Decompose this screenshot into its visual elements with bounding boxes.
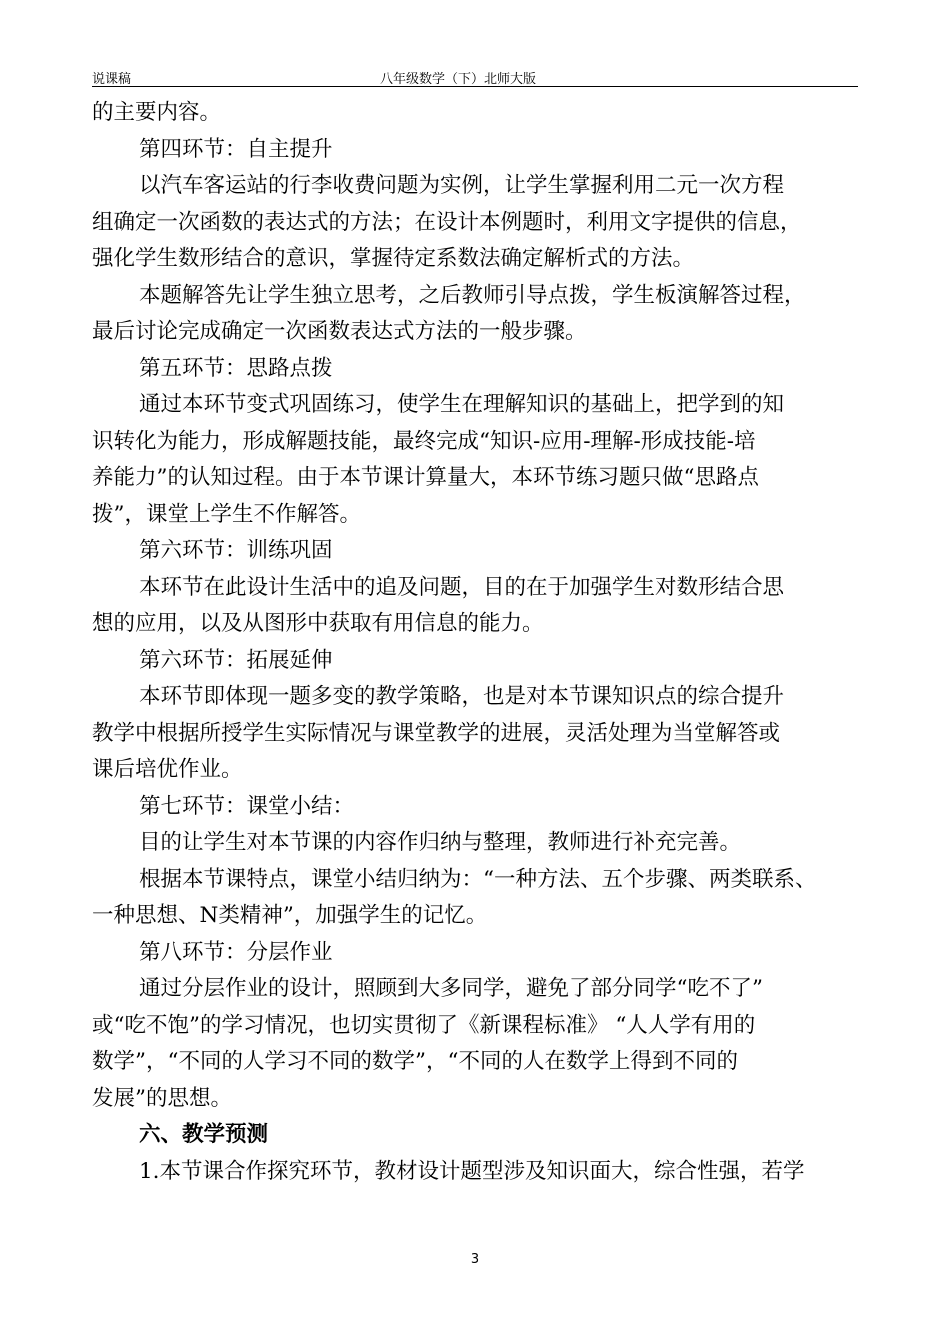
section-heading: 六、教学预测 [139, 1122, 269, 1147]
paragraph-line: 数学”，“不同的人学习不同的数学”，“不同的人在数学上得到不同的 [92, 1049, 738, 1074]
page-header [92, 68, 858, 86]
paragraph-line: 课后培优作业。 [92, 757, 243, 782]
paragraph-line: 组确定一次函数的表达式的方法；在设计本例题时，利用文字提供的信息， [92, 209, 802, 235]
paragraph-line: 通过本环节变式巩固练习，使学生在理解知识的基础上，把学到的知 [139, 392, 785, 417]
paragraph-line: 想的应用，以及从图形中获取有用信息的能力。 [92, 611, 544, 636]
paragraph-line: 目的让学生对本节课的内容作归纳与整理，教师进行补充完善。 [139, 830, 742, 855]
paragraph-line: 第五环节：思路点拨 [139, 355, 333, 381]
paragraph-line: 本题解答先让学生独立思考，之后教师引导点拨，学生板演解答过程， [139, 282, 806, 308]
document-body [92, 95, 858, 1190]
paragraph-line: 第七环节：课堂小结： [139, 793, 355, 819]
page-number: 3 [470, 1252, 480, 1267]
paragraph-line: 强化学生数形结合的意识，掌握待定系数法确定解析式的方法。 [92, 246, 695, 271]
paragraph-line: 第四环节：自主提升 [139, 136, 333, 162]
paragraph-line: 第六环节：训练巩固 [139, 538, 333, 563]
header-center-text: 八年级数学（下）北师大版 [380, 72, 537, 87]
paragraph-line: 或“吃不饱”的学习情况，也切实贯彻了《新课程标准》 “人人学有用的 [92, 1012, 756, 1038]
paragraph-line: 拨”，课堂上学生不作解答。 [92, 501, 361, 527]
paragraph-line: 一种思想、N类精神”，加强学生的记忆。 [92, 903, 488, 928]
paragraph-line: 以汽车客运站的行李收费问题为实例，让学生掌握利用二元一次方程 [139, 173, 785, 198]
paragraph-line: 通过分层作业的设计，照顾到大多同学，避免了部分同学“吃不了” [139, 976, 763, 1001]
paragraph-line: 最后讨论完成确定一次函数表达式方法的一般步骤。 [92, 319, 587, 344]
paragraph-line: 教学中根据所授学生实际情况与课堂教学的进展，灵活处理为当堂解答或 [92, 720, 781, 746]
paragraph-line: 发展”的思想。 [92, 1085, 232, 1111]
paragraph-line: 第六环节：拓展延伸 [139, 647, 333, 673]
header-left-text: 说课稿 [92, 72, 132, 87]
paragraph-line: 养能力”的认知过程。由于本节课计算量大，本环节练习题只做“思路点 [92, 465, 759, 490]
paragraph-line: 本环节即体现一题多变的教学策略，也是对本节课知识点的综合提升 [139, 684, 785, 709]
paragraph-line: 第八环节：分层作业 [139, 939, 333, 965]
paragraph-line: 根据本节课特点，课堂小结归纳为：“一种方法、五个步骤、两类联系、 [139, 866, 817, 892]
paragraph-line: 的主要内容。 [92, 100, 222, 125]
paragraph-line: 本环节在此设计生活中的追及问题，目的在于加强学生对数形结合思 [139, 574, 785, 600]
paragraph-line: 识转化为能力，形成解题技能，最终完成“知识-应用-理解-形成技能-培 [92, 428, 756, 454]
paragraph-line: 1.本节课合作探究环节，教材设计题型涉及知识面大，综合性强，若学 [139, 1158, 805, 1184]
header-rule [92, 86, 858, 87]
